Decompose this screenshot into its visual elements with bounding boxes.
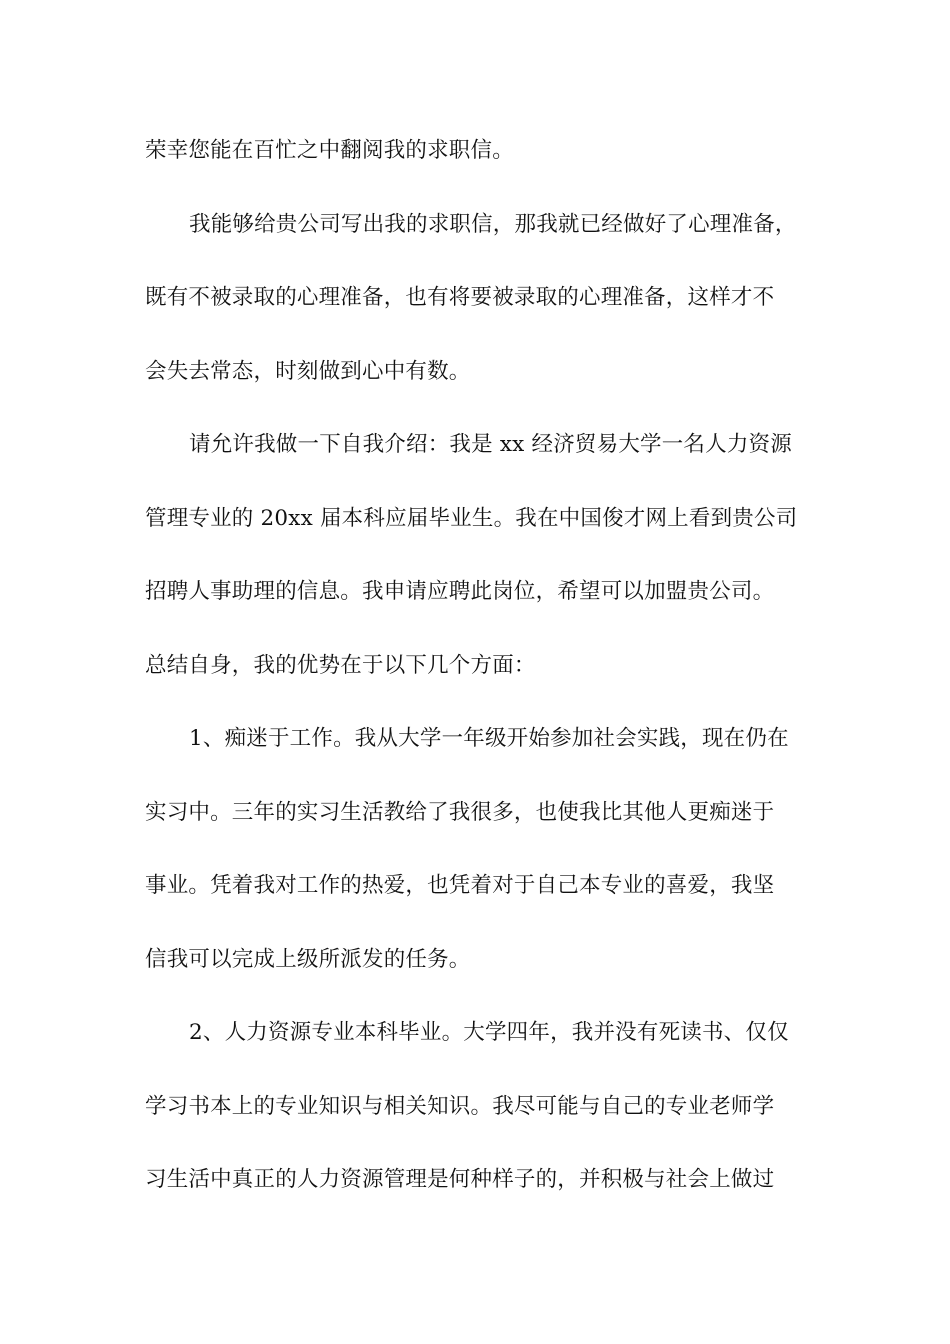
text-line: 招聘人事助理的信息。我申请应聘此岗位，希望可以加盟贵公司。 xyxy=(145,579,775,604)
text-line: 会失去常态，时刻做到心中有数。 xyxy=(145,358,471,384)
text-line: 1、痴迷于工作。我从大学一年级开始参加社会实践，现在仍在 xyxy=(189,726,789,751)
text-line: 管理专业的 20xx 届本科应届毕业生。我在中国俊才网上看到贵公司 xyxy=(145,505,798,531)
text-line: 请允许我做一下自我介绍：我是 xx 经济贸易大学一名人力资源 xyxy=(189,432,792,457)
letter-body xyxy=(145,128,810,1231)
text-line: 学习书本上的专业知识与相关知识。我尽可能与自己的专业老师学 xyxy=(145,1093,775,1119)
text-line: 我能够给贵公司写出我的求职信，那我就已经做好了心理准备， xyxy=(189,211,797,237)
text-line: 事业。凭着我对工作的热爱，也凭着对于自己本专业的喜爱，我坚 xyxy=(145,873,775,898)
text-line: 习生活中真正的人力资源管理是何种样子的，并积极与社会上做过 xyxy=(145,1167,775,1192)
text-line: 2、人力资源专业本科毕业。大学四年，我并没有死读书、仅仅 xyxy=(189,1020,789,1045)
text-line: 实习中。三年的实习生活教给了我很多，也使我比其他人更痴迷于 xyxy=(145,799,775,825)
text-line: 既有不被录取的心理准备，也有将要被录取的心理准备，这样才不 xyxy=(145,285,775,310)
text-line: 总结自身，我的优势在于以下几个方面： xyxy=(145,652,536,678)
text-line: 信我可以完成上级所派发的任务。 xyxy=(145,946,471,972)
text-line: 荣幸您能在百忙之中翻阅我的求职信。 xyxy=(145,138,514,163)
